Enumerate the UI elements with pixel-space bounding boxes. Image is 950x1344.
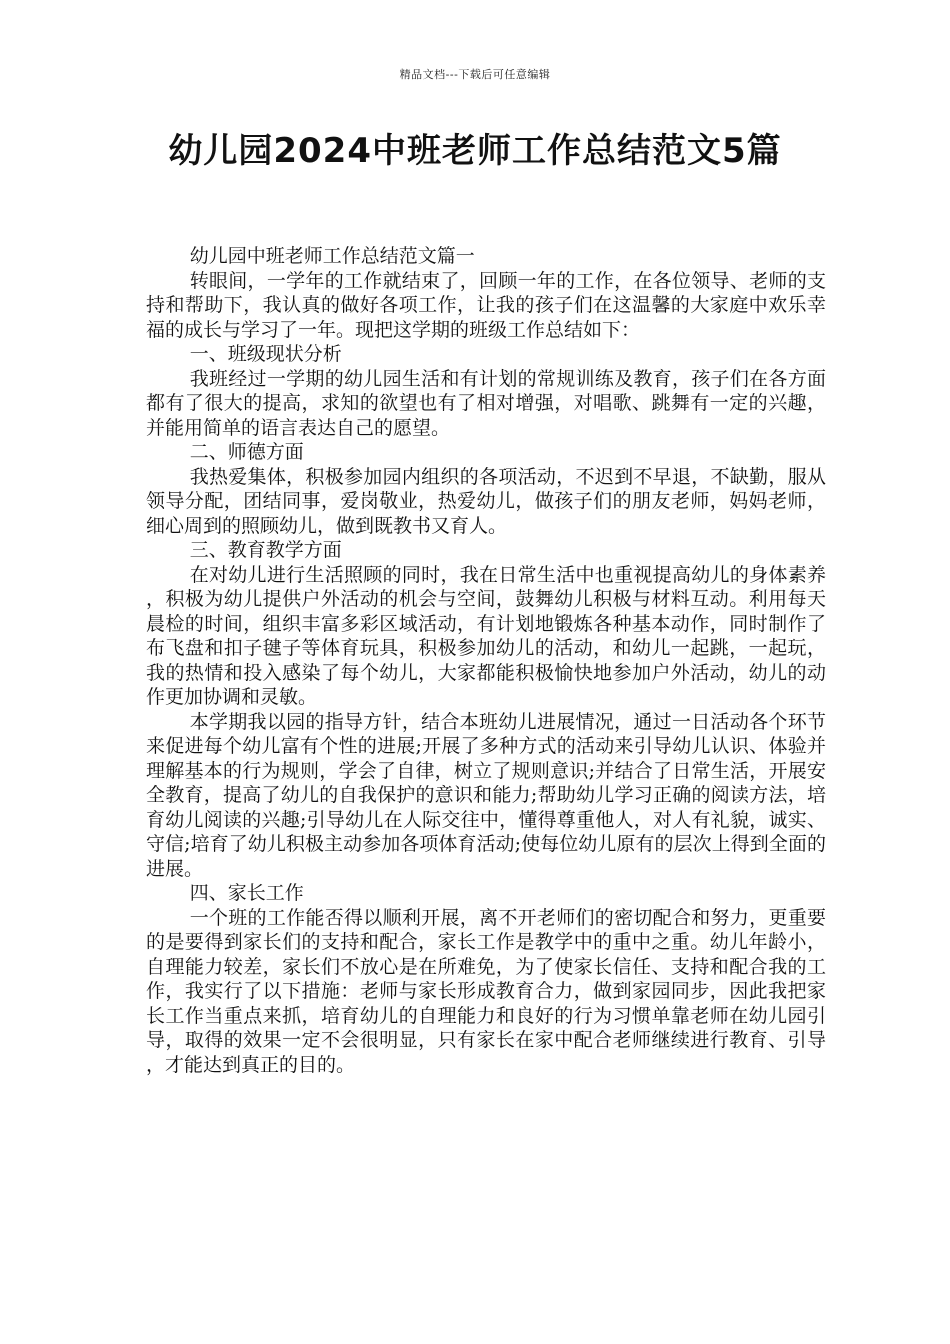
paragraph: 转眼间，一学年的工作就结束了，回顾一年的工作，在各位领导、老师的支持和帮助下，我认真的做好各项工作，让我的孩子们在这温馨的大家庭中欢乐幸福的成长与学习了一年。现把这学期的班级工作总结如下： — [146, 269, 826, 341]
section-heading: 二、师德方面 — [189, 441, 304, 463]
section-heading: 四、家长工作 — [189, 882, 304, 904]
paragraph: 一个班的工作能否得以顺利开展，离不开老师们的密切配合和努力，更重要的是要得到家长们的支持和配合，家长工作是教学中的重中之重。幼儿年龄小，自理能力较差，家长们不放心是在所难免，为了使家长信任、支持和配合我的工作，我实行了以下措施：老师与家长形成教育合力，做到家园同步，因此我把家长工作当重点来抓，培育幼儿的自理能力和良好的行为习惯单靠老师在幼儿园引导，取得的效果一定不会很明显，只有家长在家中配合老师继续进行教育、引导，才能达到真正的目的。 — [146, 906, 826, 1076]
document-body — [146, 244, 826, 1077]
paragraph: 在对幼儿进行生活照顾的同时，我在日常生活中也重视提高幼儿的身体素养，积极为幼儿提供户外活动的机会与空间，鼓舞幼儿积极与材料互动。利用每天晨检的时间，组织丰富多彩区域活动，有计划地锻炼各种基本动作，同时制作了布飞盘和扣子毽子等体育玩具，积极参加幼儿的活动，和幼儿一起跳，一起玩，我的热情和投入感染了每个幼儿，大家都能积极愉快地参加户外活动，幼儿的动作更加协调和灵敏。 — [146, 563, 826, 708]
paragraph: 本学期我以园的指导方针，结合本班幼儿进展情况，通过一日活动各个环节来促进每个幼儿富有个性的进展;开展了多种方式的活动来引导幼儿认识、体验并理解基本的行为规则，学会了自律，树立了规则意识;并结合了日常生活，开展安全教育，提高了幼儿的自我保护的意识和能力;帮助幼儿学习正确的阅读方法，培育幼儿阅读的兴趣;引导幼儿在人际交往中，懂得尊重他人，对人有礼貌，诚实、守信;培育了幼儿积极主动参加各项体育活动;使每位幼儿原有的层次上得到全面的进展。 — [146, 710, 826, 880]
page-title: 幼儿园2024中班老师工作总结范文5篇 — [168, 131, 782, 171]
section-heading: 一、班级现状分析 — [189, 343, 342, 365]
section-heading: 三、教育教学方面 — [189, 539, 342, 561]
section-heading: 幼儿园中班老师工作总结范文篇一 — [189, 245, 475, 267]
header-note: 精品文档---下载后可任意编辑 — [399, 68, 551, 81]
paragraph: 我班经过一学期的幼儿园生活和有计划的常规训练及教育，孩子们在各方面都有了很大的提高，求知的欲望也有了相对增强，对唱歌、跳舞有一定的兴趣，并能用简单的语言表达自己的愿望。 — [146, 367, 826, 439]
paragraph: 我热爱集体，积极参加园内组织的各项活动，不迟到不早退，不缺勤，服从领导分配，团结同事，爱岗敬业，热爱幼儿，做孩子们的朋友老师，妈妈老师，细心周到的照顾幼儿，做到既教书又育人。 — [146, 465, 826, 537]
